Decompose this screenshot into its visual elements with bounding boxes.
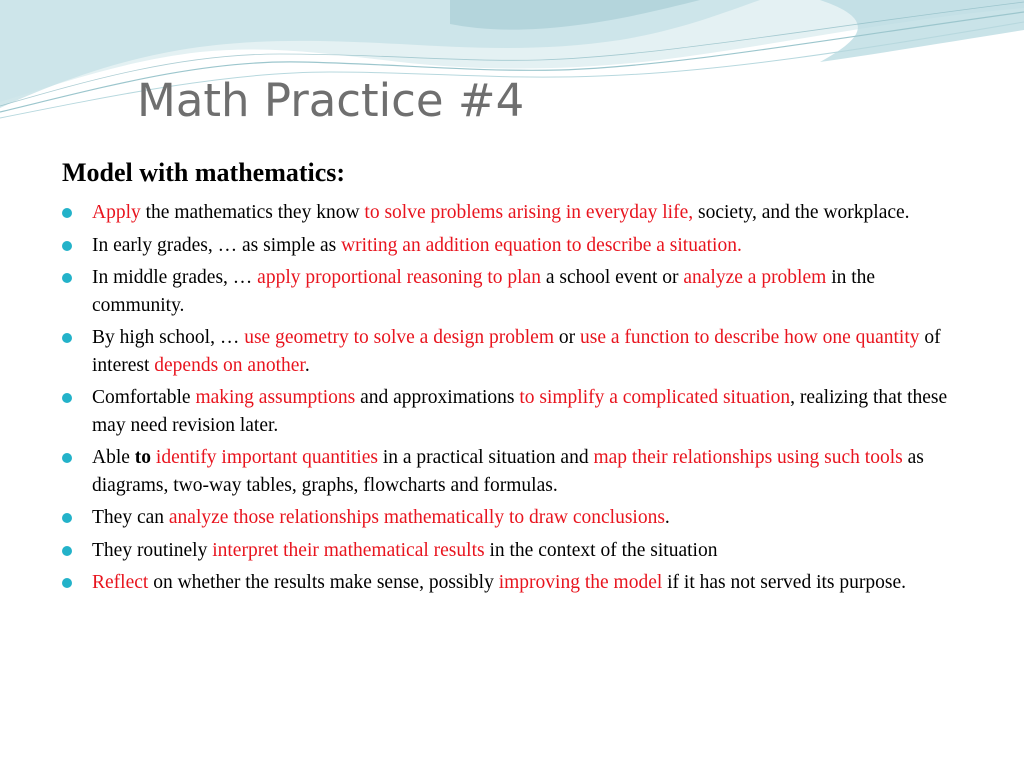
plain-text: In early grades, … as simple as (92, 234, 342, 256)
highlight-text: depends on another (154, 354, 305, 376)
highlight-text: writing an addition equation to describe a situation. (341, 234, 742, 256)
bullet-item (92, 384, 972, 439)
highlight-text: apply proportional reasoning to plan (257, 267, 541, 288)
bullet-item (92, 569, 972, 597)
plain-text: , realizing that these may need revision later. (92, 387, 948, 436)
plain-text: In middle grades, … (92, 267, 258, 288)
slide-subtitle: Model with mathematics: (62, 158, 346, 187)
bullet-dot-icon (62, 513, 72, 523)
plain-text: and approximations (355, 387, 520, 408)
plain-text: as diagrams, two-way tables, graphs, flowcharts and formulas. (92, 447, 924, 496)
highlight-text: interpret their mathematical results (212, 539, 485, 561)
highlight-text: map their relationships using such tools (593, 447, 903, 468)
bullet-list (92, 199, 972, 602)
plain-text: if it has not served its purpose. (662, 572, 906, 593)
highlight-text: identify important quantities (155, 447, 378, 468)
bullet-item (92, 199, 972, 227)
highlight-text: making assumptions (195, 387, 356, 408)
bullet-item (92, 504, 972, 532)
plain-text: Comfortable (92, 387, 196, 408)
bullet-item (92, 324, 972, 379)
bullet-dot-icon (62, 333, 72, 343)
plain-text: They can (92, 507, 169, 528)
plain-text: the mathematics they know (140, 202, 365, 223)
highlight-text: use geometry to solve a design problem (244, 327, 554, 348)
bullet-dot-icon (62, 546, 72, 556)
plain-text: of interest (92, 327, 941, 376)
highlight-text: Reflect (92, 572, 149, 593)
plain-text: society, and the workplace. (693, 202, 910, 223)
plain-text: Able (92, 447, 135, 468)
slide-title: Math Practice #4 (137, 74, 525, 127)
highlight-text: Apply (92, 202, 141, 223)
bold-text: to (134, 447, 152, 468)
plain-text: on whether the results make sense, possibly (148, 572, 499, 593)
plain-text: . (664, 507, 670, 528)
bullet-dot-icon (62, 241, 72, 251)
plain-text: . (304, 354, 310, 376)
bullet-dot-icon (62, 273, 72, 283)
plain-text: By high school, … (92, 327, 245, 348)
plain-text: in a practical situation and (377, 447, 594, 468)
highlight-text: to simplify a complicated situation (519, 387, 791, 408)
highlight-text: analyze those relationships mathematically to draw conclusions (168, 507, 665, 528)
plain-text: in the context of the situation (484, 539, 718, 561)
highlight-text: use a function to describe how one quantity (579, 327, 920, 348)
highlight-text: analyze a problem (683, 267, 827, 288)
plain-text: a school event or (540, 267, 684, 288)
bullet-dot-icon (62, 578, 72, 588)
highlight-text: to solve problems arising in everyday life, (364, 202, 694, 223)
bullet-item (92, 264, 972, 319)
bullet-item (92, 232, 972, 260)
highlight-text: improving the model (498, 572, 663, 593)
wave-band-right (820, 0, 1024, 62)
plain-text: in the community. (92, 267, 876, 316)
bullet-dot-icon (62, 208, 72, 218)
bullet-dot-icon (62, 393, 72, 403)
bullet-dot-icon (62, 453, 72, 463)
plain-text: or (553, 327, 580, 348)
bullet-item (92, 537, 972, 565)
plain-text: They routinely (92, 539, 213, 561)
bullet-item (92, 444, 972, 499)
